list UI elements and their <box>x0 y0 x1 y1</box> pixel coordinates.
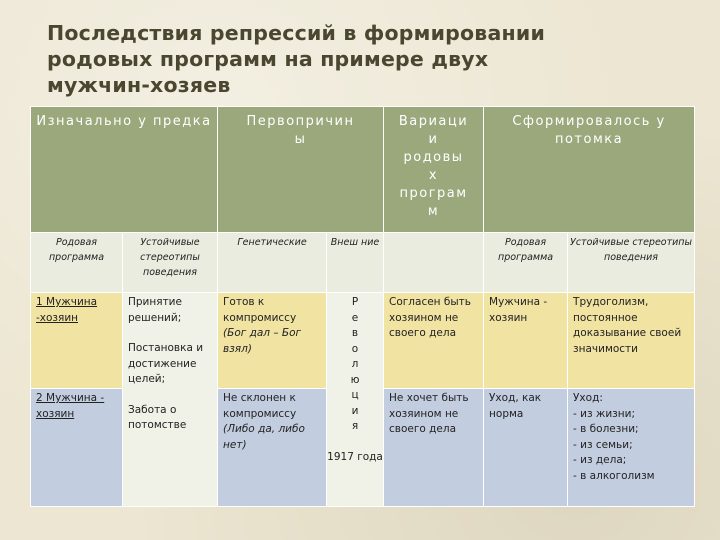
subheader-stereotypes-2: Устойчивые стереотипы поведения <box>568 233 695 293</box>
stereotype-item: Постановка и достижение целей; <box>128 342 204 385</box>
header-original-ancestor: Изначально у предка <box>31 107 218 233</box>
subheader-external: Внеш ние <box>327 233 384 293</box>
table-header-row <box>31 107 695 233</box>
header-variations-line: Вариаци <box>398 114 469 129</box>
title-line-2: родовых программ на примере двух <box>47 47 489 71</box>
external-letter: Р <box>351 296 359 308</box>
subheader-genetic: Генетические <box>218 233 327 293</box>
row1-result-stereotypes: Трудоголизм, постоянное доказывание своей значимости <box>568 293 695 389</box>
header-variations-line: х <box>428 168 439 183</box>
external-letter: ц <box>351 389 359 401</box>
header-variations <box>384 107 484 233</box>
comparison-table <box>30 106 695 507</box>
row2-genetic-quote: (Либо да, либо нет) <box>223 423 305 451</box>
subheader-rod-program-2: Родовая программа <box>484 233 568 293</box>
header-variations-line: родовы <box>403 150 464 165</box>
result-item: - из дела; <box>573 454 627 466</box>
subheader-stereotypes: Устойчивые стереотипы поведения <box>123 233 218 293</box>
row2-program: 2 Мужчина - хозяин <box>31 389 123 507</box>
table-subheader-row <box>31 233 695 293</box>
external-letter: л <box>351 358 359 370</box>
title-line-1: Последствия репрессий в формировании <box>47 21 546 45</box>
header-variations-line: и <box>428 132 439 147</box>
subheader-variations-empty <box>384 233 484 293</box>
header-root-causes-line1: Первопричин <box>246 114 355 129</box>
stereotypes-merged <box>123 293 218 507</box>
external-letter: я <box>351 420 359 432</box>
row1-genetic: Готов к компромиссу (Бог дал – Бог взял) <box>218 293 327 389</box>
row1-genetic-quote: (Бог дал – Бог взял) <box>223 327 302 355</box>
row2-genetic: Не склонен к компромиссу (Либо да, либо нет) <box>218 389 327 507</box>
header-variations-line: програм <box>399 186 468 201</box>
page-title <box>47 20 687 98</box>
header-root-causes <box>218 107 384 233</box>
external-letter: и <box>351 404 359 417</box>
result-item: - в алкоголизм <box>573 469 655 482</box>
result-item: - из жизни; <box>573 407 635 420</box>
header-root-causes-line2: ы <box>294 132 307 147</box>
external-letter: ю <box>350 373 360 386</box>
external-letter: о <box>351 342 359 355</box>
external-year: 1917 года <box>327 450 383 463</box>
row1-result-program: Мужчина - хозяин <box>484 293 568 389</box>
header-variations-line: м <box>427 204 440 219</box>
result-item: - из семьи; <box>573 438 633 451</box>
table-row <box>31 293 695 389</box>
result-item: Уход: <box>573 392 603 404</box>
row2-variation: Не хочет быть хозяином не своего дела <box>384 389 484 507</box>
row2-result-program: Уход, как норма <box>484 389 568 507</box>
row2-result-stereotypes <box>568 389 695 507</box>
stereotype-item: Забота о потомстве <box>128 403 187 431</box>
row1-program: 1 Мужчина -хозяин <box>31 293 123 389</box>
title-line-3: мужчин-хозяев <box>47 73 231 97</box>
subheader-rod-program: Родовая программа <box>31 233 123 293</box>
header-formed-in-descendant: Сформировалось у потомка <box>484 107 695 233</box>
result-item: - в болезни; <box>573 423 639 435</box>
external-letter: в <box>351 327 359 339</box>
row1-variation: Согласен быть хозяином не своего дела <box>384 293 484 389</box>
external-letter: е <box>351 311 359 324</box>
stereotype-item: Принятие решений; <box>128 296 182 324</box>
external-merged <box>327 293 384 507</box>
